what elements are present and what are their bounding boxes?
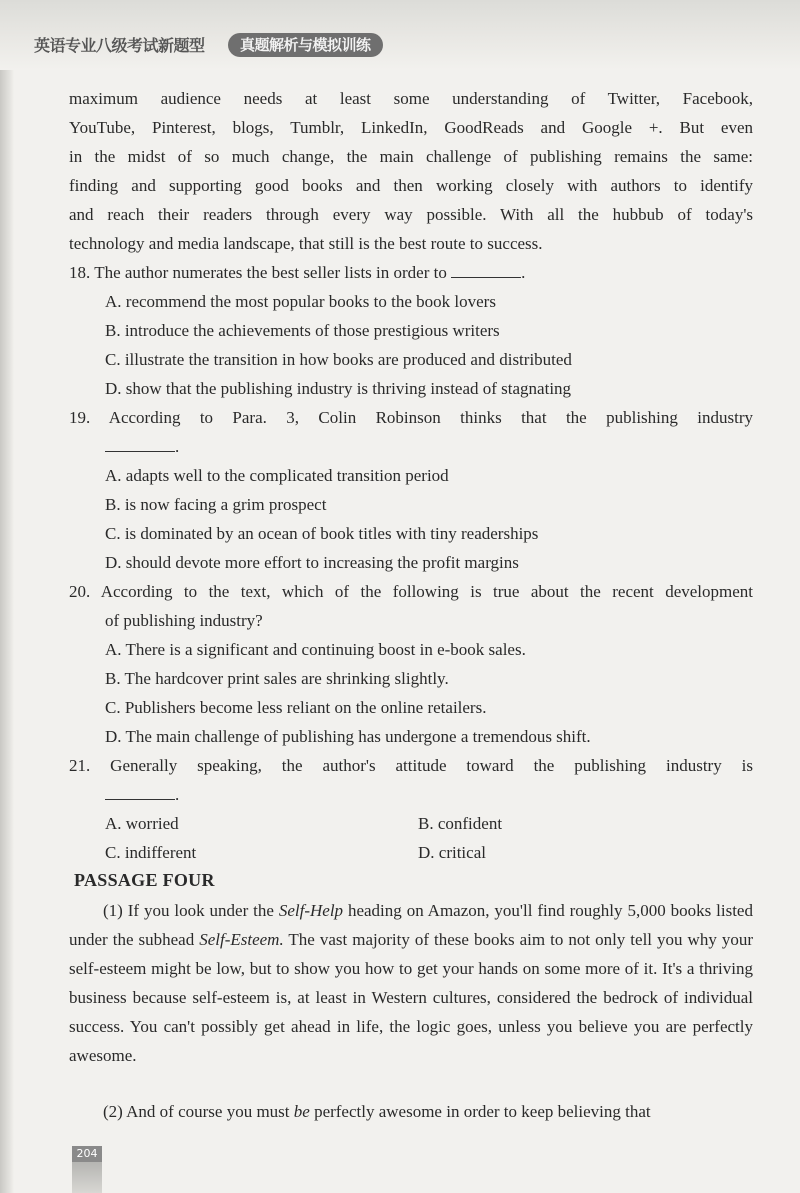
intro-line: and reach their readers through every way possible. With all the hubbub of today's <box>69 205 753 224</box>
question-20-option: B. The hardcover print sales are shrinking slightly. <box>105 669 449 688</box>
question-21-option: B. confident <box>418 814 503 833</box>
question-21-option: A. worried <box>105 814 179 833</box>
question-20-option: C. Publishers become less reliant on the online retailers. <box>105 698 487 717</box>
question-18-option: A. recommend the most popular books to the book lovers <box>105 292 496 311</box>
passage-paragraph-1: (1) If you look under the Self-Help heading on Amazon, you'll find roughly 5,000 books listed under the subhead Self-Esteem. The vast majority of these books aim to not only tell you why your self-esteem might be low, but to show you how to get your hands on some more of it. It's a thriving business because self-esteem is, at least in Western cultures, considered the bedrock of individual success. You can't possibly get ahead in life, the logic goes, unless you believe you are perfectly awesome. <box>69 901 753 1065</box>
question-21-option: C. indifferent <box>105 843 197 862</box>
intro-line: in the midst of so much change, the main challenge of publishing remains the same: <box>69 147 753 166</box>
page-edge-tab <box>72 1162 102 1193</box>
question-19-stem: 19. According to Para. 3, Colin Robinson thinks that the publishing industry <box>69 408 753 427</box>
question-18-stem: 18. The author numerates the best seller lists in order to . <box>69 263 526 282</box>
paragraph-number: (2) <box>103 1102 123 1121</box>
question-21-option: D. critical <box>418 843 486 862</box>
running-header <box>0 0 800 70</box>
question-18-option: C. illustrate the transition in how books are produced and distributed <box>105 350 572 369</box>
question-19-option: A. adapts well to the complicated transition period <box>105 466 449 485</box>
answer-blank <box>105 785 175 800</box>
passage-paragraph-2: (2) And of course you must be perfectly awesome in order to keep believing that <box>103 1102 651 1121</box>
intro-line: YouTube, Pinterest, blogs, Tumblr, LinkedIn, GoodReads and Google +. But even <box>69 118 753 137</box>
paragraph-number: (1) <box>103 901 123 920</box>
intro-line: maximum audience needs at least some understanding of Twitter, Facebook, <box>69 89 753 108</box>
question-19-option: C. is dominated by an ocean of book titles with tiny readerships <box>105 524 539 543</box>
series-title: 英语专业八级考试新题型 <box>34 36 205 55</box>
question-19-option: B. is now facing a grim prospect <box>105 495 327 514</box>
question-18-option: D. show that the publishing industry is thriving instead of stagnating <box>105 379 572 398</box>
answer-blank <box>105 437 175 452</box>
question-19-option: D. should devote more effort to increasing the profit margins <box>105 553 519 572</box>
intro-line: finding and supporting good books and then working closely with authors to identify <box>69 176 753 195</box>
question-20-stem: 20. According to the text, which of the following is true about the recent development <box>69 582 753 601</box>
question-20-option: D. The main challenge of publishing has undergone a tremendous shift. <box>105 727 591 746</box>
subtitle-badge: 真题解析与模拟训练 <box>228 33 383 57</box>
question-21-stem: 21. Generally speaking, the author's attitude toward the publishing industry is <box>69 756 753 775</box>
question-20-stem-cont: of publishing industry? <box>105 611 263 630</box>
passage-heading: PASSAGE FOUR <box>74 870 215 890</box>
question-18-option: B. introduce the achievements of those prestigious writers <box>105 321 500 340</box>
page-spine-shadow <box>0 0 14 1193</box>
question-20-option: A. There is a significant and continuing boost in e-book sales. <box>105 640 526 659</box>
question-21-blank: . <box>105 785 179 805</box>
intro-line: technology and media landscape, that still is the best route to success. <box>69 234 543 253</box>
answer-blank <box>451 263 521 278</box>
question-19-blank: . <box>105 437 179 457</box>
page-number: 204 <box>72 1146 102 1162</box>
